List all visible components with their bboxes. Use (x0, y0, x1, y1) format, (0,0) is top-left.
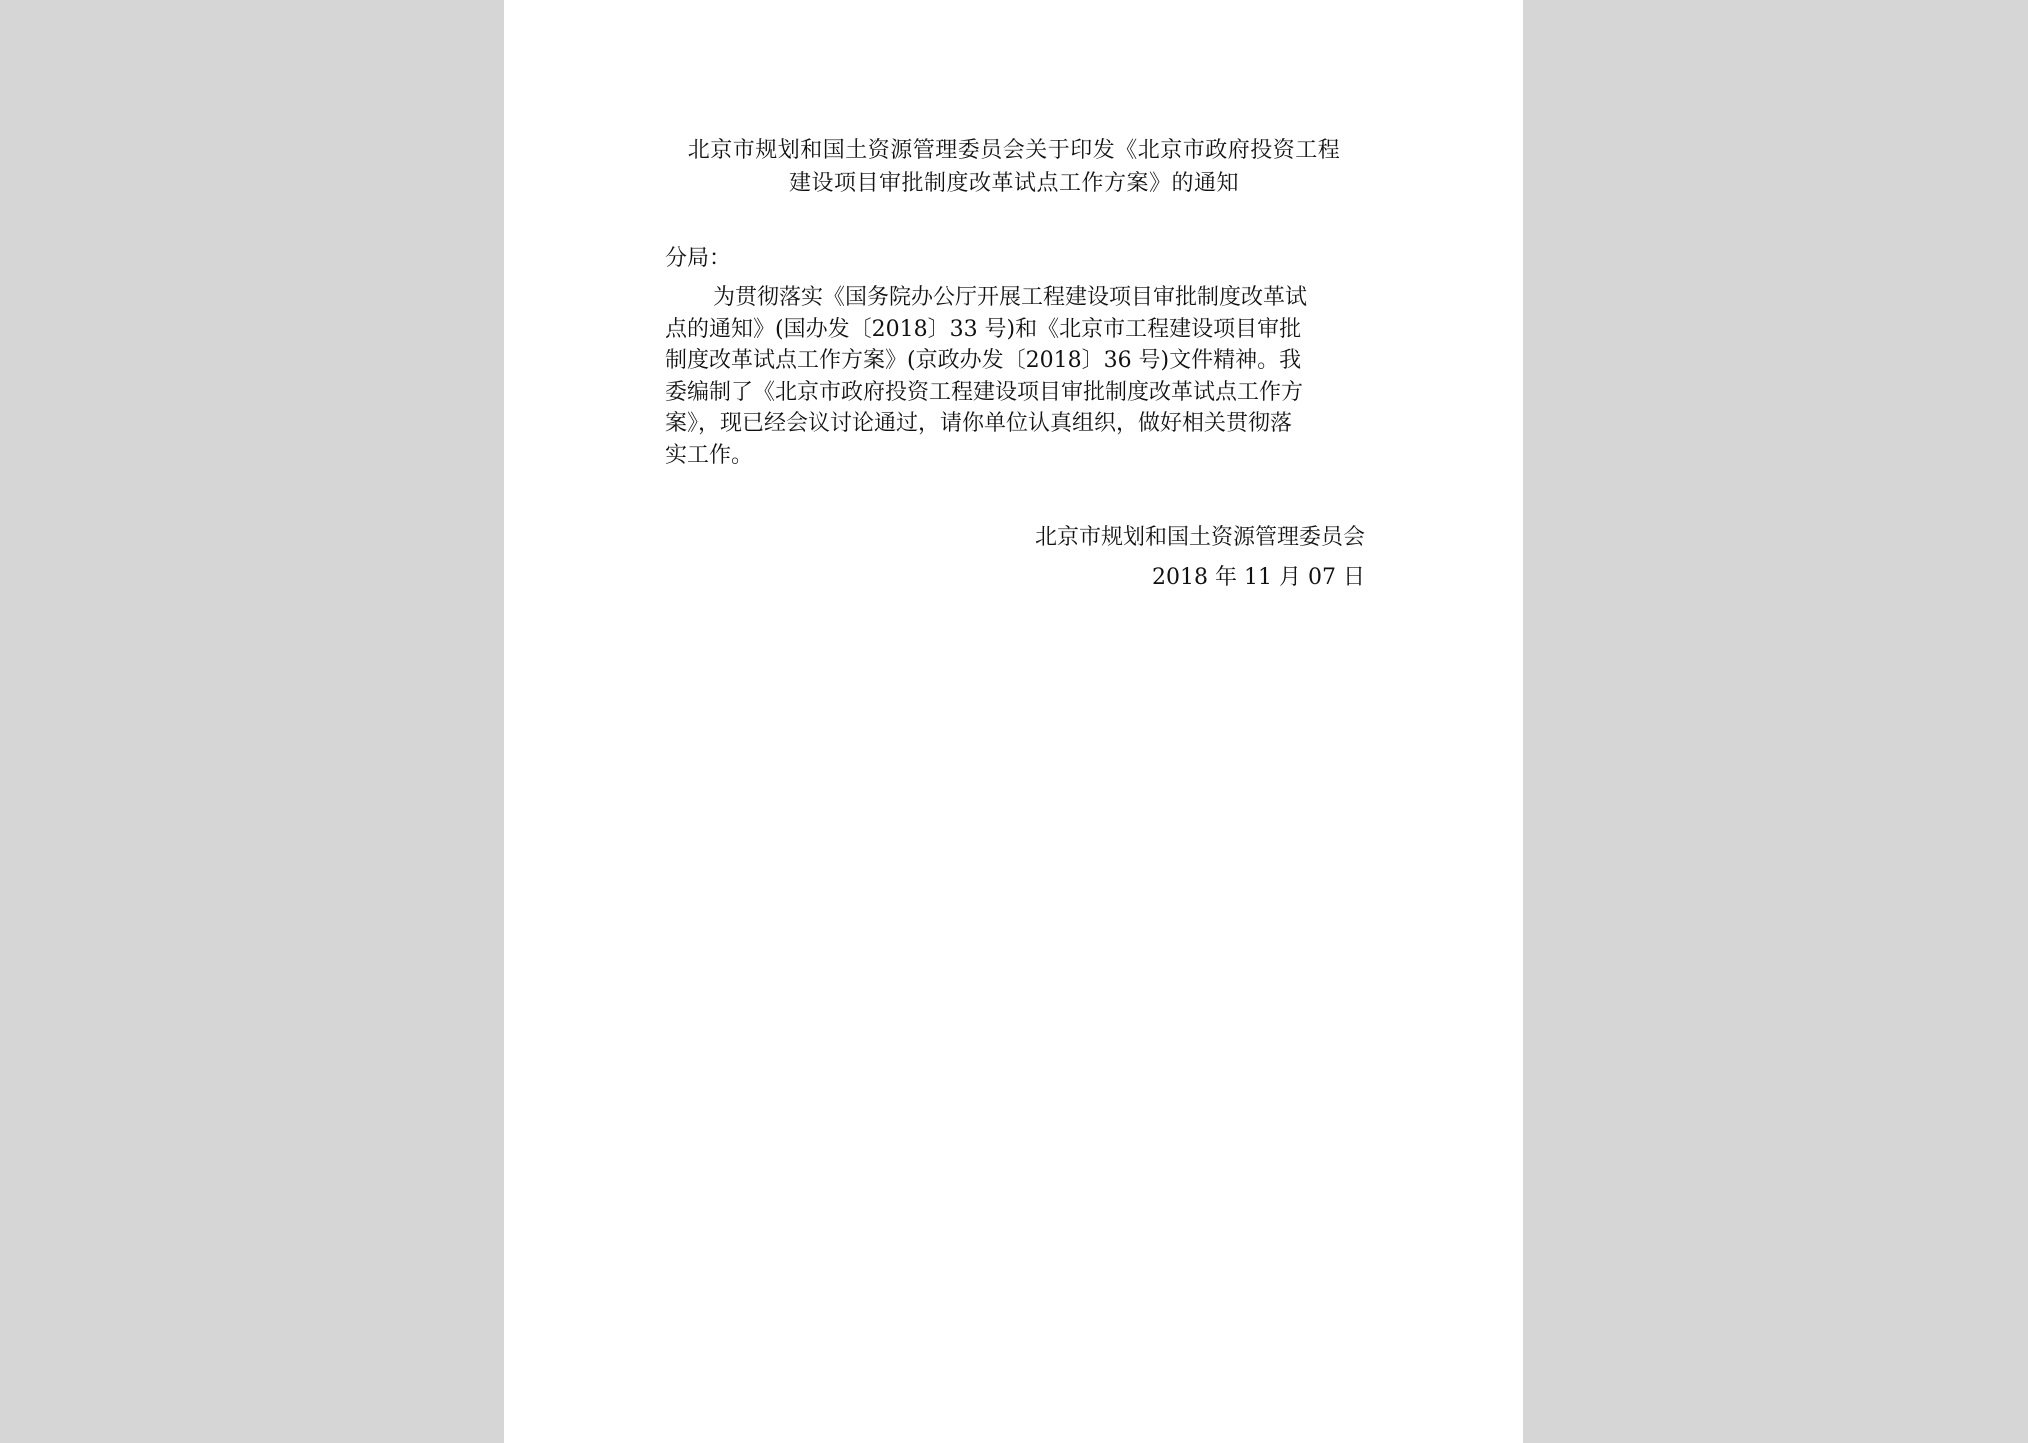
body-line-3: 制度改革试点工作方案》(京政办发〔2018〕36 号)文件精神。我 (665, 348, 1302, 373)
addressee: 分局： (665, 246, 732, 271)
issuer-name: 北京市规划和国土资源管理委员会 (1034, 525, 1365, 550)
body-paragraph (665, 282, 1365, 471)
document-title (664, 134, 1364, 200)
body-line-5: 案》，现已经会议讨论通过，请你单位认真组织，做好相关贯彻落 (665, 411, 1293, 436)
body-line-4: 委编制了《北京市政府投资工程建设项目审批制度改革试点工作方 (665, 379, 1304, 405)
body-line-1: 为贯彻落实《国务院办公厅开展工程建设项目审批制度改革试 (713, 285, 1308, 310)
body-line-2: 点的通知》(国办发〔2018〕33 号)和《北京市工程建设项目审批 (665, 316, 1302, 342)
title-line-1: 北京市规划和国土资源管理委员会关于印发《北京市政府投资工程 (687, 138, 1341, 163)
issue-date: 2018 年 11 月 07 日 (1152, 565, 1365, 590)
signature-block (1035, 518, 1365, 598)
document-page (504, 0, 1523, 1443)
body-line-6: 实工作。 (665, 442, 754, 468)
title-line-2: 建设项目审批制度改革试点工作方案》的通知 (788, 171, 1239, 196)
